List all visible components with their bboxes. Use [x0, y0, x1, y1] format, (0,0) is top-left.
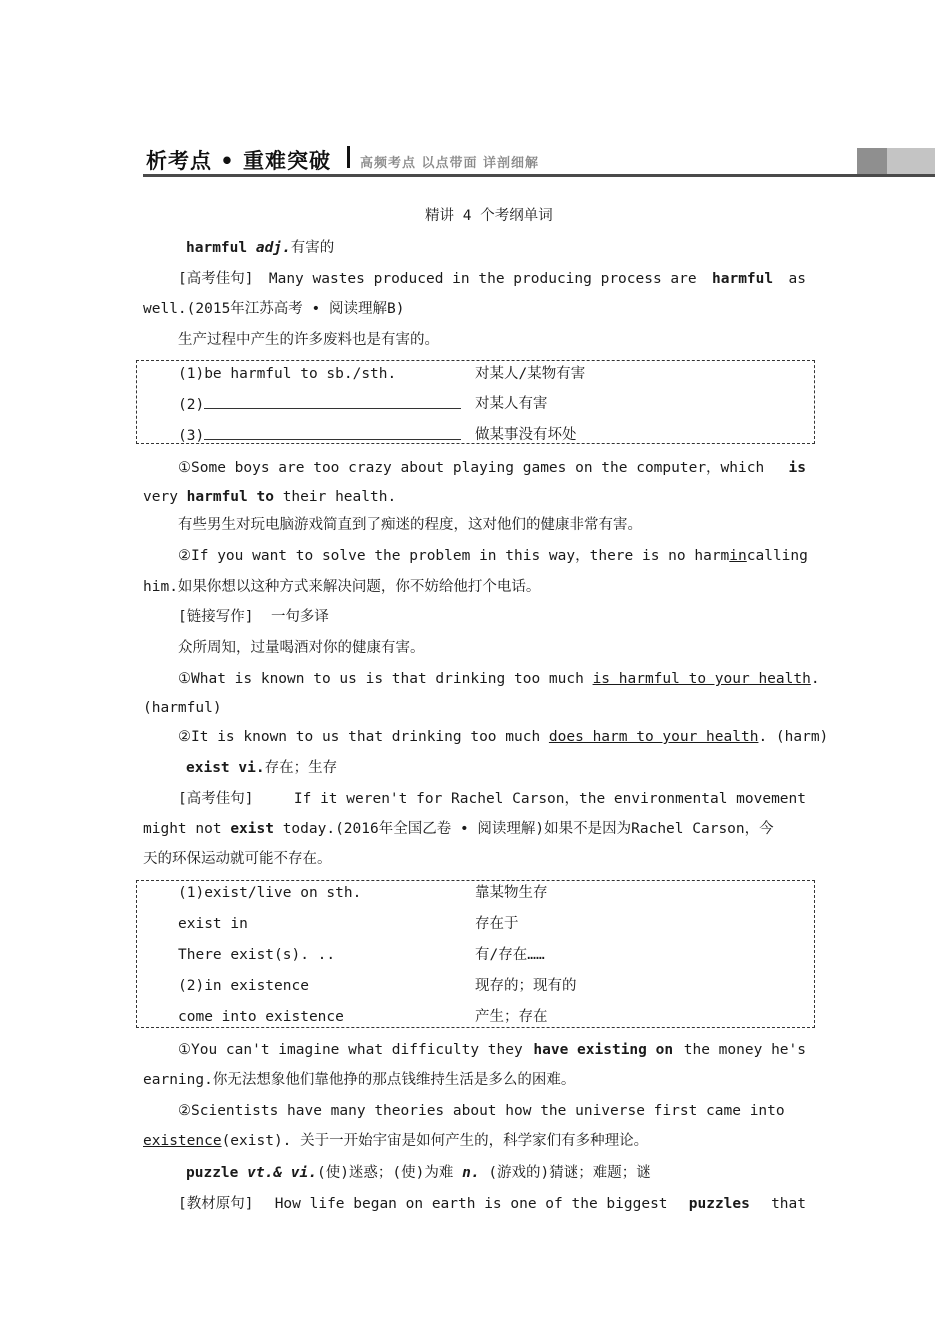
- table-cell-left: (1)be harmful to sb./sth.: [178, 366, 397, 382]
- part-of-speech: n.: [462, 1165, 480, 1181]
- header-decor-dark: [857, 148, 887, 174]
- section-title: 析考点 • 重难突破: [146, 149, 332, 173]
- title-divider: [347, 146, 350, 168]
- part-of-speech: vt.& vi.: [247, 1165, 317, 1181]
- table-cell-right: 靠某物生存: [475, 885, 548, 901]
- keyword: have existing on: [533, 1042, 674, 1058]
- gaokao-label: [高考佳句]: [178, 271, 254, 287]
- table-cell-right: 有/存在……: [475, 947, 545, 963]
- headword: harmful: [186, 240, 248, 256]
- link-chinese: 众所周知，过量喝酒对你的健康有害。: [178, 640, 425, 656]
- example2-line1: ②If you want to solve the problem in this way，there is no harm in calling: [178, 548, 808, 564]
- gaokao-sentence-line2: might not exist today.(2016年全国乙卷 • 阅读理解)如果不是因为Rachel Carson，今: [143, 821, 774, 837]
- link-label: [链接写作]: [178, 609, 254, 625]
- table-cell-left: (2)in existence: [178, 978, 309, 994]
- keyword: harmful to: [186, 489, 274, 505]
- keyword: is: [788, 460, 806, 476]
- table-cell-left: There exist(s). ..: [178, 947, 336, 963]
- table-cell-right: 存在于: [475, 916, 519, 932]
- headword: puzzle: [186, 1165, 239, 1181]
- table-cell-left: (1)exist/live on sth.: [178, 885, 362, 901]
- example2-line1: ②Scientists have many theories about how the universe first came into: [178, 1103, 785, 1119]
- answer-fill: existence: [143, 1133, 222, 1149]
- textbook-label: [教材原句]: [178, 1196, 254, 1212]
- fill-blank: [204, 394, 461, 409]
- example2-line2: him.如果你想以这种方式来解决问题，你不妨给他打个电话。: [143, 579, 541, 595]
- gaokao-sentence-line2: well.(2015年江苏高考 • 阅读理解B): [143, 301, 405, 317]
- meaning: (游戏的)猜谜；难题；谜: [488, 1165, 651, 1181]
- keyword: harmful: [712, 271, 774, 287]
- link-writing-header: [178, 607, 329, 627]
- keyword: puzzles: [688, 1196, 750, 1212]
- answer-fill: does harm to your health: [548, 729, 759, 745]
- headword: exist vi.: [186, 760, 265, 776]
- example1-translation: 有些男生对玩电脑游戏简直到了痴迷的程度，这对他们的健康非常有害。: [178, 517, 642, 533]
- fill-blank: [204, 425, 461, 440]
- header-rule: [143, 174, 935, 177]
- table-cell-right: 对某人有害: [475, 396, 548, 412]
- page-heading: 精讲 4 个考纲单词: [425, 208, 553, 224]
- gaokao-sentence-line1: [高考佳句] If it weren't for Rachel Carson，the environmental movement: [178, 791, 806, 807]
- table-cell-left: come into existence: [178, 1009, 344, 1025]
- link-translation-b: ②It is known to us that drinking too much does harm to your health. (harm): [178, 729, 829, 745]
- part-of-speech: adj.: [255, 240, 291, 256]
- entry-harmful-headword: [186, 238, 334, 258]
- textbook-sentence: [教材原句] How life began on earth is one of the biggest puzzles that: [178, 1196, 806, 1212]
- example1-line2: earning.你无法想象他们靠他挣的那点钱维持生活是多么的困难。: [143, 1072, 576, 1088]
- table-cell-right: 对某人/某物有害: [475, 366, 586, 382]
- answer-fill: is harmful to your health: [592, 671, 811, 687]
- table-cell-left: (3): [178, 425, 461, 446]
- table-cell-right: 现存的；现有的: [475, 978, 577, 994]
- meaning: (使)迷惑；(使)为难: [316, 1165, 454, 1181]
- link-translation-a-note: (harmful): [143, 700, 222, 716]
- keyword: exist: [230, 821, 274, 837]
- section-subtitle: 高频考点 以点带面 详剖细解: [360, 156, 540, 171]
- table-cell-right: 产生；存在: [475, 1009, 548, 1025]
- table-cell-left: exist in: [178, 916, 248, 932]
- gaokao-sentence-line3: 天的环保运动就可能不存在。: [143, 851, 332, 867]
- example1-line1: ①You can't imagine what difficulty they have existing on the money he's: [178, 1042, 806, 1058]
- example1-line1: ①Some boys are too crazy about playing games on the computer，which is: [178, 460, 806, 476]
- entry-puzzle-headword: [186, 1163, 651, 1183]
- gaokao-translation: 生产过程中产生的许多废料也是有害的。: [178, 332, 439, 348]
- meaning: 存在；生存: [264, 760, 338, 776]
- example2-line2: existence(exist). 关于一开始宇宙是如何产生的，科学家们有多种理论。: [143, 1133, 649, 1149]
- answer-fill: in: [729, 548, 747, 564]
- entry-exist-headword: [186, 758, 337, 778]
- gaokao-sentence-line1: [高考佳句] Many wastes produced in the producing process are harmful as: [178, 271, 806, 287]
- link-translation-a: ①What is known to us is that drinking too much is harmful to your health.: [178, 671, 820, 687]
- example1-line2: very harmful to their health.: [143, 489, 397, 505]
- gaokao-label: [高考佳句]: [178, 791, 254, 807]
- table-cell-left: (2): [178, 394, 461, 415]
- table-cell-right: 做某事没有坏处: [475, 427, 577, 443]
- link-title: 一句多译: [270, 609, 329, 625]
- meaning: 有害的: [290, 240, 335, 256]
- header-decor-light: [887, 148, 935, 174]
